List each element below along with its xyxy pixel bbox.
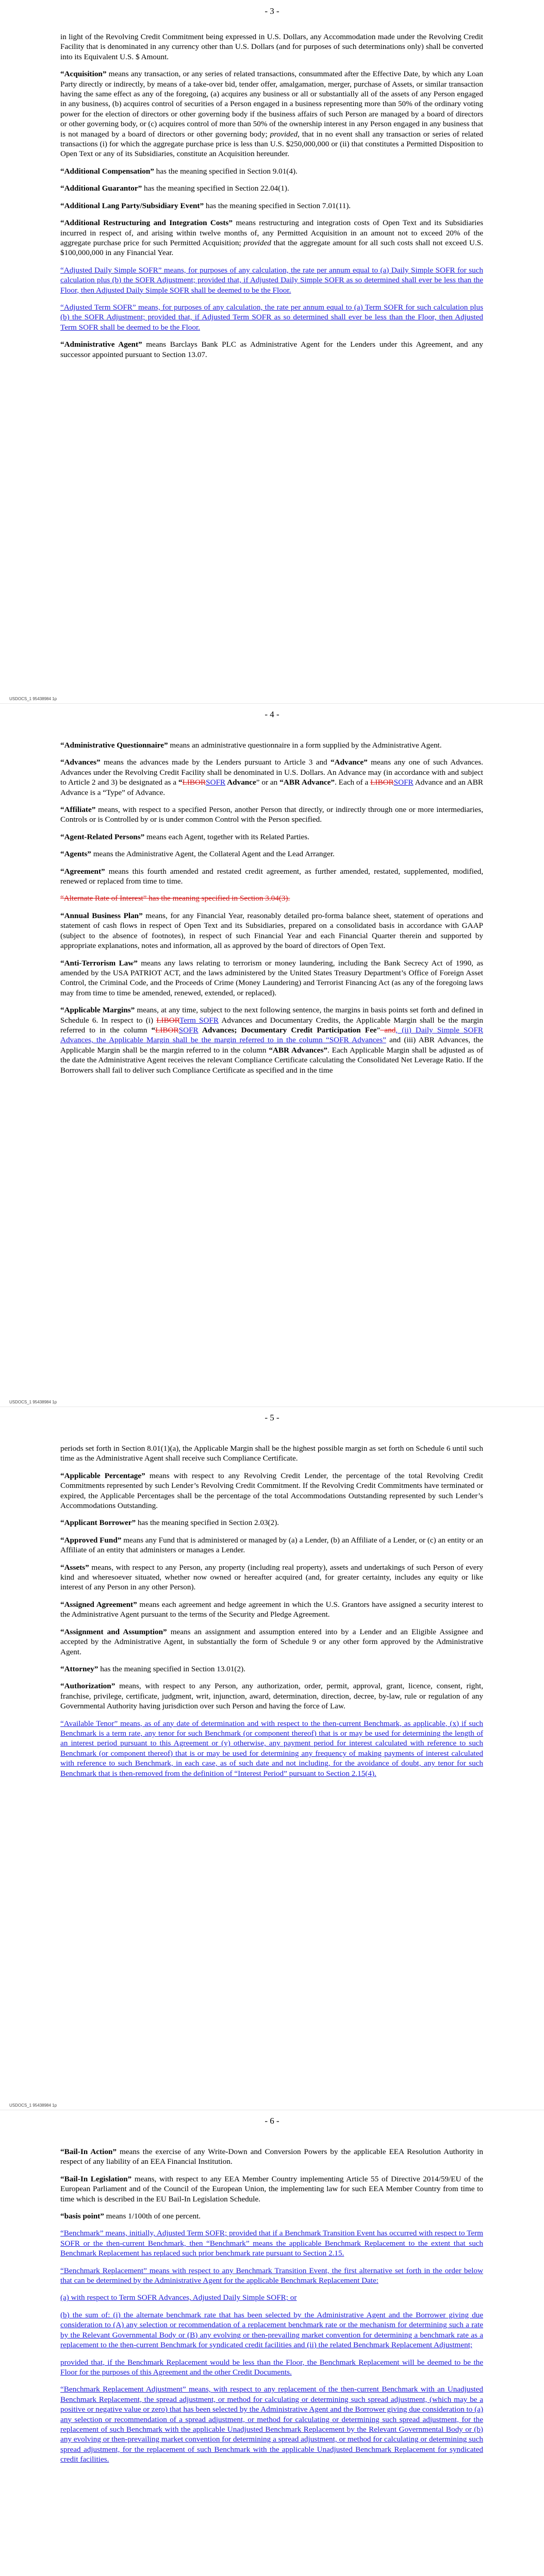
text-segment: provided that, if the Benchmark Replacement would be less than the Floor, the Benchmark Replacement will be deemed to be the Floor for the purposes of this Agreement and the other Credit Documents.	[60, 2358, 483, 2377]
text-segment: “Agreement”	[60, 867, 105, 876]
definition-paragraph	[60, 1600, 483, 1620]
definition-paragraph	[60, 1563, 483, 1592]
text-segment: “ABR Advances”	[269, 1045, 328, 1055]
definition-paragraph	[60, 69, 483, 159]
definition-paragraph	[60, 1518, 483, 1528]
text-segment: “Alternate Rate of Interest” has the meaning specified in Section 3.04(3).	[60, 894, 290, 903]
text-segment: “Benchmark Replacement” means with respect to any Benchmark Transition Event, the first alternative set forth in the order below that can be determined by the Administrative Agent for the applicable Benchmark Replacement Date:	[60, 2266, 483, 2285]
text-segment: “Assignment and Assumption”	[60, 1627, 167, 1636]
text-segment: “Authorization”	[60, 1682, 116, 1691]
definition-paragraph	[60, 832, 483, 842]
definition-paragraph	[60, 1719, 483, 1778]
text-segment: “Applicable Percentage”	[60, 1471, 145, 1480]
text-segment: provided	[243, 238, 271, 247]
text-segment: “Applicable Margins”	[60, 1006, 135, 1015]
definition-paragraph	[60, 2147, 483, 2167]
definition-paragraph	[60, 32, 483, 62]
definition-paragraph	[60, 1681, 483, 1711]
text-segment: means 1/100th of one percent.	[104, 2212, 201, 2221]
text-segment: (a) with respect to Term SOFR Advances, Adjusted Daily Simple SOFR; or	[60, 2293, 297, 2302]
text-segment: “Bail-In Action”	[60, 2147, 117, 2156]
text-segment: means each Agent, together with its Related Parties.	[144, 832, 309, 841]
text-segment: “Administrative Questionnaire”	[60, 741, 168, 750]
text-segment: means this fourth amended and restated credit agreement, as further amended, restated, supplemented, modified, renewed or replaced from time to time.	[60, 867, 483, 886]
page-footer: USDOCS_1 95438984 1p	[9, 1400, 57, 1404]
definition-paragraph	[60, 1444, 483, 1464]
definition-paragraph	[60, 2358, 483, 2378]
definition-paragraph	[60, 849, 483, 859]
definition-paragraph	[60, 265, 483, 295]
definition-paragraph	[60, 1664, 483, 1674]
definition-paragraph	[60, 2310, 483, 2350]
text-segment: and	[380, 1025, 396, 1035]
text-segment: “Affiliate”	[60, 805, 96, 815]
definition-paragraph	[60, 1627, 483, 1657]
page-number: - 6 -	[265, 2116, 279, 2126]
text-segment: SOFR	[178, 1025, 199, 1035]
definition-paragraph	[60, 1471, 483, 1511]
text-segment: LIBOR	[155, 1025, 179, 1035]
text-segment: “Attorney”	[60, 1664, 98, 1673]
text-segment: “Assigned Agreement”	[60, 1600, 137, 1609]
definition-paragraph	[60, 183, 483, 193]
text-segment: means with respect to any Revolving Credit Lender, the percentage of the total Revolving Credit Commitments represented by such Lender’s Revolving Credit Commitment. If the Revolving Credit Commitments have terminated or expired, the Applicable Percentages shall be the percentage of the total Accommodations Outstanding represented by such Lender’s Accommodations Outstanding.	[60, 1471, 483, 1511]
definition-paragraph	[60, 2384, 483, 2464]
text-segment: (b) the sum of: (i) the alternate benchmark rate that has been selected by the Administrative Agent and the Borrower giving due consideration to (A) any selection or recommendation of a replacement benchmark rate or the mechanism for determining such a rate by the Relevant Governmental Body or (B) any evolving or then-prevailing market convention for determining a benchmark rate as a replacement to the then-current Benchmark for syndicated credit facilities and (ii) the related Benchmark Replacement Adjustment;	[60, 2310, 483, 2350]
page-4	[0, 703, 544, 1406]
definition-paragraph	[60, 2293, 483, 2302]
text-segment: “Annual Business Plan”	[60, 911, 143, 920]
page-body	[60, 32, 483, 367]
text-segment: . Each Applicable Margin shall be adjusted as of the date the Administrative Agent receives the relevant Compliance Certificate calculating the Consolidated Net Leverage Ratio. If the Borrowers shall fail to deliver such Compliance Certificate as specified and in the time	[60, 1045, 484, 1075]
definition-paragraph	[60, 1005, 483, 1075]
definition-paragraph	[60, 2266, 483, 2286]
text-segment: , (ii) Daily Simple SOFR Advances, the Applicable Margin shall be the margin referred to in the column “SOFR Advances”	[60, 1025, 483, 1045]
text-segment: means any transaction, or any series of related transactions, consummated after the Effective Date, by which any Loan Party directly or indirectly, by means of a take-over bid, tender offer, amalgamation, merger, purchase of Assets, or similar transaction having the same effect as any of the foregoing, (a) acquires any business or all or substantially all of the assets of any Person engaged in any business, (b) acquires control of securities of a Person engaged in a business representing more than 50% of the ordinary voting power for the election of directors or other governing body if the business affairs of such Person are managed by a board of directors or other governing body, or (c) acquires control of more than 50% of the ownership interest in any Person engaged in any business that is not managed by a board of directors or other governing body;	[60, 70, 483, 139]
text-segment: “Agent-Related Persons”	[60, 832, 145, 841]
page-number: - 4 -	[265, 709, 279, 719]
page-5	[0, 1406, 544, 2110]
text-segment: Advance and an ABR Advance is a “Type” of Advance.	[60, 778, 484, 797]
text-segment: ”	[376, 1025, 381, 1035]
definition-paragraph	[60, 1535, 483, 1555]
text-segment: means, with respect to any Person, any authorization, order, permit, approval, grant, licence, consent, right, franchise, privilege, certificate, judgment, writ, injunction, award, determination, direction, decree, by-law, rule or regulation of any Governmental Authority having jurisdiction over such Person and having the force of Law.	[60, 1682, 483, 1711]
text-segment: has the meaning specified in Section 9.01(4).	[154, 166, 298, 176]
text-segment: SOFR	[393, 778, 414, 787]
text-segment: means an assignment and assumption entered into by a Lender and an Eligible Assignee and accepted by the Administrative Agent, in substantially the form of Schedule 9 or any other form approved by the Administrative Agent.	[60, 1627, 483, 1656]
text-segment: “Anti-Terrorism Law”	[60, 958, 138, 968]
definition-paragraph	[60, 2174, 483, 2204]
page-number: - 3 -	[265, 6, 279, 16]
text-segment: “basis point”	[60, 2212, 104, 2221]
text-segment: . Each of a	[335, 778, 371, 787]
definition-paragraph	[60, 757, 483, 798]
text-segment: means Barclays Bank PLC as Administrative Agent for the Lenders under this Agreement, and any successor appointed pursuant to Section 13.07.	[60, 340, 484, 359]
page-number: - 5 -	[265, 1413, 279, 1422]
text-segment: , that in no event shall any transaction or series of related transactions (i) for which the aggregate purchase price is less than U.S. $250,000,000 or (ii) that constitutes a Permitted Disposition to Open Text or any of its Subsidiaries, constitute an Acquisition hereunder.	[60, 129, 483, 159]
text-segment: means the Administrative Agent, the Collateral Agent and the Lead Arranger.	[91, 850, 335, 859]
definition-paragraph	[60, 805, 483, 825]
definition-paragraph	[60, 201, 483, 211]
page-body	[60, 1444, 483, 1786]
text-segment: “Benchmark” means, initially, Adjusted Term SOFR; provided that if a Benchmark Transition Event has occurred with respect to Term SOFR or the then-current Benchmark, then “Benchmark” means the applicable Benchmark Replacement to the extent that such Benchmark Replacement has replaced such prior benchmark rate pursuant to Section 2.15.	[60, 2229, 483, 2258]
definition-paragraph	[60, 2228, 483, 2258]
text-segment: ” or an	[256, 778, 280, 787]
text-segment: in light of the Revolving Credit Commitment being expressed in U.S. Dollars, any Accommodation made under the Revolving Credit Facility that is denominated in any currency other than U.S. Dollars (and for purposes of such determinations only) shall be converted into its Equivalent U.S. $ Amount.	[60, 32, 483, 61]
text-segment: periods set forth in Section 8.01(1)(a), the Applicable Margin shall be the highest possible margin as set forth on Schedule 6 until such time as the Administrative Agent shall receive such Compliance Certificate.	[60, 1444, 483, 1463]
text-segment: means any one of such Advances. Advances under the Revolving Credit Facility shall be denominated in U.S. Dollars. An Advance may (in accordance with and subject to Article 2 and 3) be designated as a	[60, 758, 483, 787]
text-segment: Advance	[225, 778, 256, 787]
definition-paragraph	[60, 218, 483, 258]
text-segment: means each agreement and hedge agreement in which the U.S. Grantors have assigned a security interest to the Administrative Agent pursuant to the terms of the Security and Pledge Agreement.	[60, 1600, 483, 1619]
definition-paragraph	[60, 867, 483, 887]
text-segment: “	[178, 778, 183, 787]
page-footer: USDOCS_1 95438984 1p	[9, 2103, 57, 2108]
text-segment: means an administrative questionnaire in a form supplied by the Administrative Agent.	[168, 741, 442, 750]
page-3	[0, 0, 544, 703]
text-segment: has the meaning specified in Section 7.01(11).	[204, 201, 351, 210]
definition-paragraph	[60, 340, 483, 360]
text-segment: “Additional Restructuring and Integration Costs”	[60, 218, 233, 228]
text-segment: LIBOR	[370, 778, 394, 787]
text-segment: that the aggregate amount for all such costs shall not exceed U.S. $100,000,000 in any Financial Year.	[60, 238, 484, 258]
text-segment: has the meaning specified in Section 2.03(2).	[136, 1518, 279, 1528]
definition-paragraph	[60, 302, 483, 332]
text-segment: “Approved Fund”	[60, 1535, 122, 1545]
text-segment: means, for any Financial Year, reasonably detailed pro-forma balance sheet, statement of operations and statement of cash flows in respect of Open Text and its Subsidiaries, prepared on a consolidated basis in accordance with GAAP (subject to the absence of footnotes), in respect of such Financial Year and each Financial Quarter therein and supported by appropriate explanations, notes and information, all as approved by the board of directors of Open Text.	[60, 911, 483, 951]
definition-paragraph	[60, 893, 483, 903]
text-segment: SOFR	[206, 778, 226, 787]
page-body	[60, 740, 483, 1082]
text-segment: “Acquisition”	[60, 70, 107, 79]
text-segment: means, with respect to any EEA Member Country implementing Article 55 of Directive 2014/59/EU of the European Parliament and of the Council of the European Union, the implementing law for such EEA Member Country from time to time which is described in the EU Bail-In Legislation Schedule.	[60, 2174, 483, 2204]
text-segment: “Adjusted Term SOFR” means, for purposes of any calculation, the rate per annum equal to (a) Term SOFR for such calculation plus (b) the SOFR Adjustment; provided that, if Adjusted Term SOFR as so determined shall ever be less than the Floor, then Adjusted Term SOFR shall be deemed to be the Floor.	[60, 302, 483, 332]
text-segment: “Agents”	[60, 850, 91, 859]
text-segment: means, with respect to any Person, any property (including real property), assets and undertakings of such Person of every kind and wheresoever situated, whether now owned or hereafter acquired (and, for greater certainty, includes any equity or like interest of any Person in any other Person).	[60, 1563, 483, 1592]
text-segment: means any Fund that is administered or managed by (a) a Lender, (b) an Affiliate of a Lender, or (c) an entity or an Affiliate of an entity that administers or manages a Lender.	[60, 1535, 484, 1555]
text-segment: Advances and Documentary Credits, the Applicable Margin shall be the margin referred to in the column	[60, 1015, 483, 1035]
text-segment: means restructuring and integration costs of Open Text and its Subsidiaries incurred in respect of, and arising within twelve months of, any Permitted Acquisition in an amount not to exceed 20% of the aggregate purchase price for such Permitted Acquisition;	[60, 218, 484, 247]
text-segment: LIBOR	[182, 778, 206, 787]
text-segment: “Benchmark Replacement Adjustment” means, with respect to any replacement of the then-current Benchmark with an Unadjusted Benchmark Replacement, the spread adjustment, or method for calculating or determining such spread adjustment, (which may be a positive or negative value or zero) that has been selected by the Administrative Agent and the Borrower giving due consideration to (a) any selection or recommendation of a spread adjustment, or method for calculating or determining such spread adjustment, for the replacement of such Benchmark with the applicable Unadjusted Benchmark Replacement by the Relevant Governmental Body or (b) any evolving or then-prevailing market convention for determining a spread adjustment, or method for calculating or determining such spread adjustment, for the replacement of such Benchmark with the applicable Unadjusted Benchmark Replacement for syndicated credit facilities.	[60, 2385, 483, 2464]
page-6	[0, 2110, 544, 2576]
text-segment: “Additional Lang Party/Subsidiary Event”	[60, 201, 204, 210]
text-segment: Term SOFR	[179, 1015, 219, 1025]
text-segment: Advances; Documentary Credit Participation Fee	[198, 1025, 377, 1035]
text-segment: has the meaning specified in Section 13.01(2).	[98, 1664, 245, 1673]
definition-paragraph	[60, 166, 483, 176]
text-segment: LIBOR	[156, 1015, 179, 1025]
text-segment: “ABR Advance”	[279, 778, 335, 787]
page-body	[60, 2147, 483, 2472]
text-segment: “Assets”	[60, 1563, 89, 1572]
text-segment: means, at any time, subject to the next following sentence, the margins in basis points set forth and defined in Schedule 6. In respect to (i)	[60, 1006, 483, 1025]
text-segment: and (iii) ABR Advances, the Applicable Margin shall be the margin referred to in the column	[60, 1036, 483, 1055]
page-footer: USDOCS_1 95438984 1p	[9, 697, 57, 701]
text-segment: means, with respect to a specified Person, another Person that directly, or indirectly through one or more intermediaries, Controls or is Controlled by or is under common Control with the Person specified.	[60, 805, 483, 824]
definition-paragraph	[60, 958, 483, 998]
definition-paragraph	[60, 911, 483, 951]
text-segment: has the meaning specified in Section 22.04(1).	[142, 184, 289, 193]
text-segment: “Adjusted Daily Simple SOFR” means, for purposes of any calculation, the rate per annum equal to (a) Daily Simple SOFR for such calculation plus (b) the SOFR Adjustment; provided that, if Adjusted Daily Simple SOFR as so determined shall ever be less than the Floor, then Adjusted Daily Simple SOFR shall be deemed to be the Floor.	[60, 265, 483, 295]
text-segment: “Advance”	[331, 758, 368, 767]
text-segment: “Available Tenor” means, as of any date of determination and with respect to the then-current Benchmark, as applicable, (x) if such Benchmark is a term rate, any tenor for such Benchmark (or component thereof) that is or may be used for determining the length of an interest period pursuant to this Agreement or (y) otherwise, any payment period for interest calculated with reference to such Benchmark (or component thereof) that is or may be used for determining any frequency of making payments of interest calculated with reference to such Benchmark, in each case, as of such date and not including, for the avoidance of doubt, any tenor for such Benchmark that is then-removed from the definition of “Interest Period” pursuant to Section 2.15(4).	[60, 1719, 483, 1778]
text-segment: “Additional Compensation”	[60, 166, 154, 176]
definition-paragraph	[60, 740, 483, 750]
text-segment: “Applicant Borrower”	[60, 1518, 136, 1528]
text-segment: “Advances”	[60, 758, 101, 767]
text-segment: “Additional Guarantor”	[60, 184, 142, 193]
text-segment: “Administrative Agent”	[60, 340, 142, 349]
text-segment: means the advances made by the Lenders pursuant to Article 3 and	[100, 758, 331, 767]
text-segment: means any laws relating to terrorism or money laundering, including the Bank Secrecy Act of 1990, as amended by the USA PATRIOT ACT, and the laws administered by the United States Treasury Department’s Office of Foreign Asset Control, the Criminal Code, and the Proceeds of Crime (Money Laundering) and Terrorist Financing Act (as any of the foregoing laws may from time to time be amended, renewed, extended, or replaced).	[60, 958, 483, 997]
text-segment: “Bail-In Legislation”	[60, 2174, 132, 2183]
text-segment: provided	[270, 129, 298, 139]
text-segment: means the exercise of any Write-Down and Conversion Powers by the applicable EEA Resolution Authority in respect of any liability of an EEA Financial Institution.	[60, 2147, 483, 2166]
definition-paragraph	[60, 2211, 483, 2221]
text-segment: “	[151, 1025, 156, 1035]
